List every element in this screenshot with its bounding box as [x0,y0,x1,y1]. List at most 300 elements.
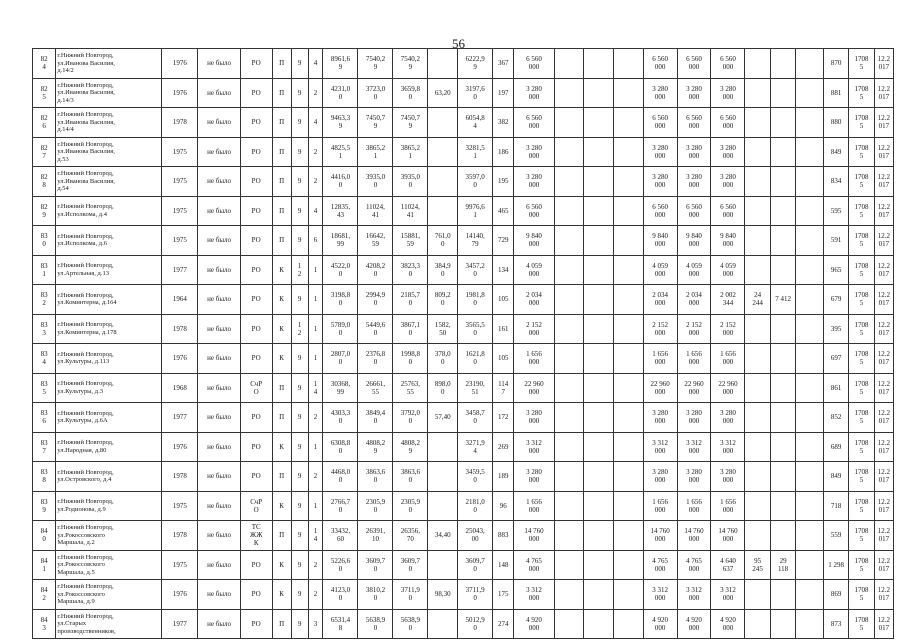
cost-total-cell: 2 152 000 [514,314,554,344]
repair-status-cell: не было [198,167,240,197]
cost-extra-cell: 95 245 [745,550,770,580]
cost-cell: 2 002 344 [711,285,745,315]
cost-extra-cell [745,432,770,462]
row-number-cell: 82 5 [33,78,56,108]
table-row [33,580,894,610]
repair-status-cell: не было [198,609,240,639]
blank-cell [554,491,584,521]
premises-area-cell: 2994,9 0 [358,285,393,315]
floors-cell: 9 [291,196,308,226]
blank-cell [584,196,614,226]
cost-extra-cell [770,137,795,167]
year-cell: 1975 [162,226,198,256]
blank-cell [584,314,614,344]
cost-extra-cell [745,314,770,344]
houses-table [32,48,894,639]
blank-cell [796,432,824,462]
table-row [33,344,894,374]
residents-cell: 161 [493,314,514,344]
management-cell: РО [240,344,272,374]
residential-area-cell: 3609,7 0 [393,550,428,580]
cost-total-cell: 1 656 000 [514,491,554,521]
blank-cell [554,49,584,79]
date-cell: 12.2 017 [874,403,893,433]
residents-cell: 189 [493,462,514,492]
row-number-cell: 82 9 [33,196,56,226]
entrances-cell: 2 [308,462,323,492]
cost-extra-cell [770,609,795,639]
living-area-cell: 23190, 51 [458,373,493,403]
limit-cost-cell: 1708 5 [849,609,874,639]
blank-cell [554,226,584,256]
repair-status-cell: не было [198,491,240,521]
blank-cell [554,167,584,197]
unit-cost-cell: 834 [823,167,848,197]
row-number-cell: 83 4 [33,344,56,374]
date-cell: 12.2 017 [874,462,893,492]
unit-cost-cell: 849 [823,462,848,492]
premises-area-cell: 3863,6 0 [358,462,393,492]
blank-cell [613,285,643,315]
residents-cell: 269 [493,432,514,462]
premises-area-cell: 3810,2 0 [358,580,393,610]
residential-area-cell: 3863,6 0 [393,462,428,492]
address-cell: г.Нижний Новгород, ул.Коминтерна, д.164 [56,285,162,315]
cost-extra-cell: 24 244 [745,285,770,315]
blank-cell [796,344,824,374]
limit-cost-cell: 1708 5 [849,255,874,285]
management-cell: РО [240,137,272,167]
cost-extra-cell [745,491,770,521]
cost-cell: 14 760 000 [677,521,711,551]
cost-cell: 9 840 000 [677,226,711,256]
blank-cell [584,580,614,610]
blank-cell [584,226,614,256]
residents-cell: 883 [493,521,514,551]
blank-cell [584,255,614,285]
address-cell: г.Нижний Новгород, ул.Иванова Василия, д.54 [56,167,162,197]
address-cell: г.Нижний Новгород, ул.Культуры, д.113 [56,344,162,374]
cost-total-cell: 9 840 000 [514,226,554,256]
cost-cell: 14 760 000 [643,521,677,551]
entrances-cell: 1 4 [308,373,323,403]
floors-cell: 9 [291,462,308,492]
unit-cost-cell: 689 [823,432,848,462]
blank-cell [613,137,643,167]
residents-cell: 197 [493,78,514,108]
cost-cell: 2 034 000 [643,285,677,315]
cost-extra-cell [745,580,770,610]
living-area-cell: 3197,6 0 [458,78,493,108]
residents-cell: 367 [493,49,514,79]
address-cell: г.Нижний Новгород, ул.Исполкома, д.4 [56,196,162,226]
cost-cell: 3 280 000 [711,78,745,108]
year-cell: 1976 [162,432,198,462]
cost-cell: 2 034 000 [677,285,711,315]
blank-cell [554,314,584,344]
cost-total-cell: 3 312 000 [514,432,554,462]
limit-cost-cell: 1708 5 [849,108,874,138]
address-cell: г.Нижний Новгород, ул.Иванова Василия, д.14/3 [56,78,162,108]
living-area-cell: 3597,0 0 [458,167,493,197]
wall-material-cell: К [272,285,291,315]
row-number-cell: 82 6 [33,108,56,138]
table-row [33,167,894,197]
blank-cell [584,344,614,374]
cost-total-cell: 3 280 000 [514,137,554,167]
management-cell: РО [240,403,272,433]
address-cell: г.Нижний Новгород, ул.Иванова Василия, д.14/4 [56,108,162,138]
cost-cell: 3 280 000 [711,462,745,492]
blank-cell [613,255,643,285]
address-cell: г.Нижний Новгород, ул.Рокоссовского Маршала, д.2 [56,521,162,551]
year-cell: 1964 [162,285,198,315]
limit-cost-cell: 1708 5 [849,432,874,462]
table-row [33,196,894,226]
total-area-cell: 3198,8 0 [323,285,358,315]
premises-area-cell: 26391, 10 [358,521,393,551]
total-area-cell: 2807,0 0 [323,344,358,374]
cost-cell: 2 152 000 [677,314,711,344]
blank-cell [796,49,824,79]
residential-area-cell: 3865,2 1 [393,137,428,167]
cost-extra-cell [745,403,770,433]
blank-cell [796,167,824,197]
management-cell: РО [240,255,272,285]
residential-area-cell: 4808,2 9 [393,432,428,462]
total-area-cell: 4825,5 1 [323,137,358,167]
cost-cell: 22 960 000 [711,373,745,403]
blank-cell [613,108,643,138]
cost-extra-cell [745,49,770,79]
blank-cell [613,49,643,79]
wall-material-cell: К [272,491,291,521]
row-number-cell: 83 3 [33,314,56,344]
wall-material-cell: П [272,78,291,108]
premises-area-cell: 3865,2 1 [358,137,393,167]
cost-cell: 6 560 000 [643,108,677,138]
year-cell: 1977 [162,403,198,433]
management-cell: РО [240,196,272,226]
cost-cell: 3 280 000 [643,403,677,433]
blank-cell [584,167,614,197]
living-area-cell: 1981,8 0 [458,285,493,315]
blank-cell [584,521,614,551]
date-cell: 12.2 017 [874,314,893,344]
unit-cost-cell: 1 298 [823,550,848,580]
entrances-cell: 1 [308,491,323,521]
blank-cell [613,167,643,197]
floors-cell: 9 [291,226,308,256]
cost-extra-cell [770,108,795,138]
blank-cell [796,314,824,344]
blank-cell [613,432,643,462]
row-number-cell: 82 7 [33,137,56,167]
repair-status-cell: не было [198,521,240,551]
nonresidential-area-cell: 57,40 [428,403,458,433]
entrances-cell: 2 [308,167,323,197]
entrances-cell: 4 [308,108,323,138]
blank-cell [554,403,584,433]
blank-cell [554,285,584,315]
limit-cost-cell: 1708 5 [849,78,874,108]
cost-cell: 3 312 000 [711,432,745,462]
nonresidential-area-cell [428,491,458,521]
residential-area-cell: 7450,7 9 [393,108,428,138]
nonresidential-area-cell: 761,0 0 [428,226,458,256]
blank-cell [584,491,614,521]
row-number-cell: 83 9 [33,491,56,521]
nonresidential-area-cell [428,432,458,462]
residential-area-cell: 2185,7 0 [393,285,428,315]
nonresidential-area-cell: 809,2 0 [428,285,458,315]
cost-cell: 6 560 000 [711,49,745,79]
cost-cell: 3 312 000 [677,432,711,462]
table-row [33,49,894,79]
row-number-cell: 83 5 [33,373,56,403]
limit-cost-cell: 1708 5 [849,285,874,315]
nonresidential-area-cell [428,196,458,226]
nonresidential-area-cell: 63,20 [428,78,458,108]
cost-extra-cell [745,344,770,374]
blank-cell [554,373,584,403]
unit-cost-cell: 718 [823,491,848,521]
nonresidential-area-cell [428,462,458,492]
table-row [33,373,894,403]
nonresidential-area-cell: 378,0 0 [428,344,458,374]
blank-cell [584,373,614,403]
year-cell: 1975 [162,550,198,580]
nonresidential-area-cell: 898,0 0 [428,373,458,403]
entrances-cell: 1 [308,314,323,344]
cost-extra-cell [770,167,795,197]
cost-cell: 3 280 000 [677,462,711,492]
entrances-cell: 4 [308,49,323,79]
repair-status-cell: не было [198,285,240,315]
premises-area-cell: 26661, 55 [358,373,393,403]
blank-cell [554,108,584,138]
address-cell: г.Нижний Новгород, ул.Иванова Василия, д.14/2 [56,49,162,79]
cost-cell: 3 280 000 [677,167,711,197]
row-number-cell: 82 4 [33,49,56,79]
blank-cell [584,49,614,79]
living-area-cell: 25043, 00 [458,521,493,551]
year-cell: 1978 [162,108,198,138]
cost-cell: 2 152 000 [711,314,745,344]
cost-cell: 4 059 000 [643,255,677,285]
residents-cell: 148 [493,550,514,580]
year-cell: 1975 [162,137,198,167]
residents-cell: 105 [493,285,514,315]
cost-cell: 4 059 000 [677,255,711,285]
cost-cell: 4 059 000 [711,255,745,285]
total-area-cell: 30368, 99 [323,373,358,403]
entrances-cell: 4 [308,196,323,226]
limit-cost-cell: 1708 5 [849,580,874,610]
living-area-cell: 9976,6 1 [458,196,493,226]
row-number-cell: 83 2 [33,285,56,315]
cost-cell: 3 280 000 [677,78,711,108]
cost-cell: 4 765 000 [643,550,677,580]
residents-cell: 465 [493,196,514,226]
entrances-cell: 2 [308,137,323,167]
premises-area-cell: 5449,6 0 [358,314,393,344]
blank-cell [613,314,643,344]
management-cell: РО [240,108,272,138]
cost-cell: 3 280 000 [643,462,677,492]
blank-cell [796,137,824,167]
table-row [33,285,894,315]
floors-cell: 9 [291,49,308,79]
premises-area-cell: 2376,8 0 [358,344,393,374]
date-cell: 12.2 017 [874,78,893,108]
cost-extra-cell [770,49,795,79]
cost-cell: 3 280 000 [643,167,677,197]
blank-cell [584,78,614,108]
repair-status-cell: не было [198,403,240,433]
cost-extra-cell [745,373,770,403]
nonresidential-area-cell: 98,30 [428,580,458,610]
floors-cell: 9 [291,78,308,108]
residential-area-cell: 11024, 41 [393,196,428,226]
living-area-cell: 6054,8 4 [458,108,493,138]
blank-cell [613,78,643,108]
cost-extra-cell [770,314,795,344]
blank-cell [796,78,824,108]
residential-area-cell: 2305,9 0 [393,491,428,521]
management-cell: РО [240,550,272,580]
wall-material-cell: П [272,609,291,639]
table-row [33,255,894,285]
date-cell: 12.2 017 [874,580,893,610]
premises-area-cell: 5638,9 0 [358,609,393,639]
management-cell: РО [240,49,272,79]
management-cell: РО [240,462,272,492]
blank-cell [613,196,643,226]
unit-cost-cell: 881 [823,78,848,108]
repair-status-cell: не было [198,550,240,580]
year-cell: 1975 [162,167,198,197]
limit-cost-cell: 1708 5 [849,226,874,256]
cost-extra-cell [745,609,770,639]
address-cell: г.Нижний Новгород, ул.Рокоссовского Маршала, д.5 [56,550,162,580]
cost-cell: 1 656 000 [643,491,677,521]
residential-area-cell: 3823,3 0 [393,255,428,285]
residential-area-cell: 3659,8 0 [393,78,428,108]
year-cell: 1978 [162,314,198,344]
blank-cell [796,255,824,285]
cost-total-cell: 2 034 000 [514,285,554,315]
blank-cell [796,196,824,226]
nonresidential-area-cell [428,167,458,197]
blank-cell [554,521,584,551]
management-cell: СчР О [240,491,272,521]
cost-total-cell: 22 960 000 [514,373,554,403]
entrances-cell: 2 [308,78,323,108]
cost-cell: 6 560 000 [677,108,711,138]
residential-area-cell: 3935,0 0 [393,167,428,197]
unit-cost-cell: 880 [823,108,848,138]
blank-cell [554,580,584,610]
premises-area-cell: 3849,4 0 [358,403,393,433]
cost-extra-cell [745,255,770,285]
limit-cost-cell: 1708 5 [849,314,874,344]
blank-cell [554,196,584,226]
cost-total-cell: 3 280 000 [514,403,554,433]
limit-cost-cell: 1708 5 [849,403,874,433]
address-cell: г.Нижний Новгород, ул.Старых производственников, [56,609,162,639]
blank-cell [554,609,584,639]
residential-area-cell: 15881, 59 [393,226,428,256]
total-area-cell: 2766,7 0 [323,491,358,521]
wall-material-cell: К [272,314,291,344]
cost-extra-cell [745,226,770,256]
cost-cell: 9 840 000 [711,226,745,256]
entrances-cell: 2 [308,550,323,580]
total-area-cell: 6308,8 0 [323,432,358,462]
residential-area-cell: 26356, 70 [393,521,428,551]
entrances-cell: 1 [308,255,323,285]
cost-cell: 6 560 000 [677,196,711,226]
date-cell: 12.2 017 [874,137,893,167]
cost-total-cell: 4 765 000 [514,550,554,580]
management-cell: РО [240,167,272,197]
nonresidential-area-cell [428,49,458,79]
repair-status-cell: не было [198,314,240,344]
blank-cell [613,344,643,374]
cost-extra-cell: 7 412 [770,285,795,315]
unit-cost-cell: 873 [823,609,848,639]
premises-area-cell: 4208,2 0 [358,255,393,285]
repair-status-cell: не было [198,226,240,256]
residential-area-cell: 1998,8 0 [393,344,428,374]
year-cell: 1978 [162,521,198,551]
blank-cell [796,580,824,610]
date-cell: 12.2 017 [874,49,893,79]
blank-cell [796,521,824,551]
cost-cell: 3 280 000 [711,137,745,167]
cost-cell: 4 765 000 [677,550,711,580]
total-area-cell: 6531,4 8 [323,609,358,639]
residents-cell: 114 7 [493,373,514,403]
blank-cell [554,462,584,492]
address-cell: г.Нижний Новгород, ул.Артельная, д.13 [56,255,162,285]
blank-cell [613,403,643,433]
total-area-cell: 18681, 99 [323,226,358,256]
page-number: 56 [452,36,465,51]
date-cell: 12.2 017 [874,196,893,226]
management-cell: РО [240,609,272,639]
cost-cell: 6 560 000 [711,108,745,138]
year-cell: 1977 [162,255,198,285]
entrances-cell: 1 4 [308,521,323,551]
blank-cell [584,609,614,639]
cost-cell: 3 280 000 [643,137,677,167]
floors-cell: 9 [291,521,308,551]
wall-material-cell: П [272,196,291,226]
cost-cell: 6 560 000 [643,49,677,79]
blank-cell [584,403,614,433]
cost-cell: 22 960 000 [677,373,711,403]
management-cell: РО [240,78,272,108]
cost-cell: 4 920 000 [677,609,711,639]
total-area-cell: 4303,3 0 [323,403,358,433]
premises-area-cell: 11024, 41 [358,196,393,226]
cost-cell: 4 920 000 [711,609,745,639]
blank-cell [554,432,584,462]
living-area-cell: 3457,2 0 [458,255,493,285]
address-cell: г.Нижний Новгород, ул.Исполкома, д.6 [56,226,162,256]
